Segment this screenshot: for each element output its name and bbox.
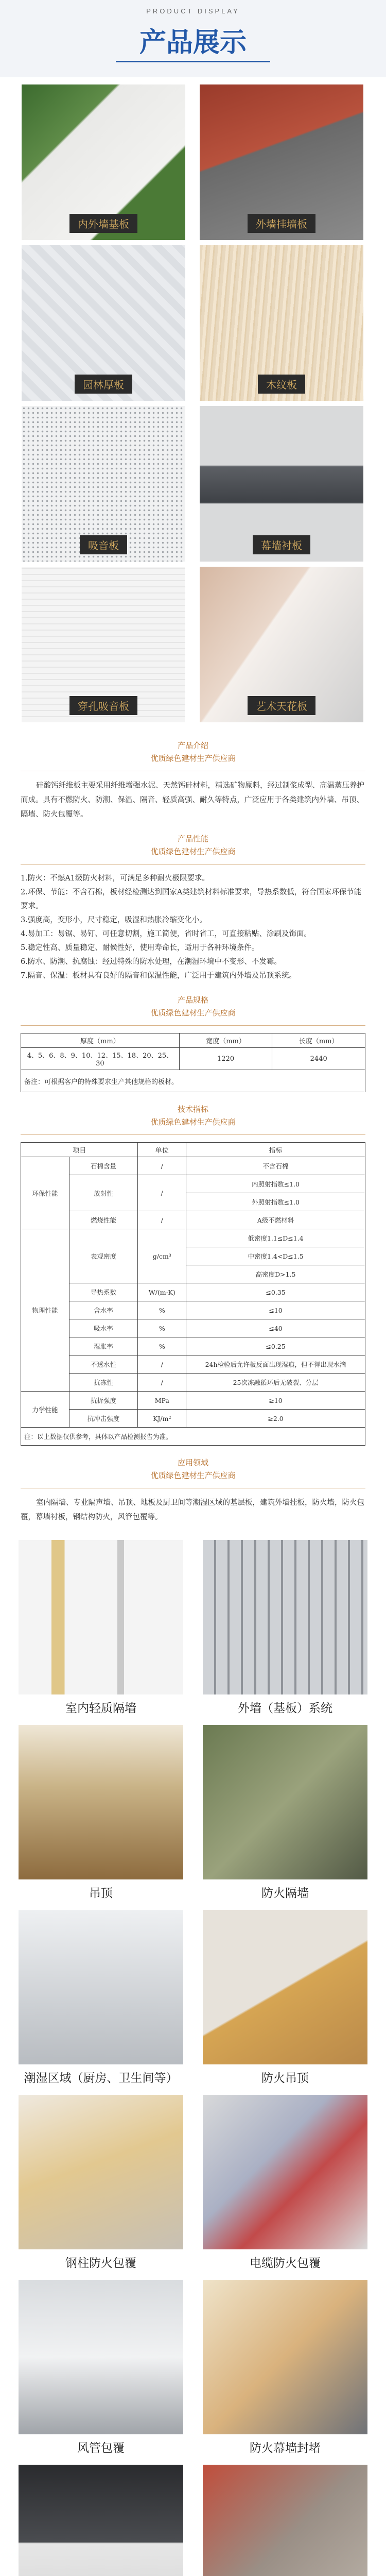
application-gallery — [0, 1540, 386, 2576]
english-title: PRODUCT DISPLAY — [146, 7, 240, 15]
feature-item: 6.防水、防潮、抗腐蚀：经过特殊的防水处理，在潮湿环境中不变形、不发霉。 — [21, 958, 282, 966]
application-caption: 外墙（基板）系统 — [238, 1702, 332, 1715]
table-cell: 放射性 — [69, 1175, 138, 1211]
table-cell: g/cm³ — [138, 1229, 186, 1283]
product-label: 穿孔吸音板 — [69, 696, 137, 715]
application-image — [203, 1725, 367, 1879]
table-note: 备注：可根据客户的特殊要求生产其他规格的板材。 — [21, 1070, 365, 1092]
table-cell: 抗冻性 — [69, 1374, 138, 1392]
section-subtitle: 优质绿色建材生产供应商 — [150, 847, 236, 856]
application-item — [19, 2095, 183, 2270]
table-cell: 1220 — [179, 1048, 272, 1070]
application-item — [19, 2280, 183, 2455]
table-cell: ≤10 — [186, 1301, 365, 1319]
table-row — [21, 1374, 365, 1392]
application-item — [19, 1540, 183, 1716]
application-image — [19, 1725, 183, 1879]
table-cell: 表观密度 — [69, 1229, 138, 1283]
spec-table — [21, 1033, 365, 1092]
product-label: 外墙挂墙板 — [248, 214, 315, 233]
product-tile[interactable] — [200, 84, 363, 240]
table-cell: 24h检验后允许板反面出现湿痕，但不得出现水滴 — [186, 1355, 365, 1374]
section-title: 技术指标 — [177, 1105, 208, 1114]
gallery-row — [19, 2465, 367, 2576]
table-cell: / — [138, 1374, 186, 1392]
table-row — [21, 1157, 365, 1175]
gallery-row — [19, 2095, 367, 2270]
table-cell: 高密度D>1.5 — [186, 1265, 365, 1283]
table-row — [21, 1428, 365, 1446]
table-cell: 低密度1.1≤D≤1.4 — [186, 1229, 365, 1247]
table-cell: ≥10 — [186, 1392, 365, 1410]
table-row — [21, 1337, 365, 1355]
application-image — [19, 1910, 183, 2064]
table-row — [21, 1175, 365, 1193]
table-cell: 抗冲击强度 — [69, 1410, 138, 1428]
group-cell: 力学性能 — [21, 1392, 69, 1428]
product-label: 艺术天花板 — [248, 696, 315, 715]
table-row — [21, 1283, 365, 1301]
table-cell: / — [138, 1211, 186, 1229]
specs-section — [0, 994, 386, 1092]
application-item — [19, 1725, 183, 1901]
table-cell: 4、5、6、8、9、10、12、15、18、20、25、30 — [21, 1048, 180, 1070]
table-cell: % — [138, 1319, 186, 1337]
application-image — [203, 2095, 367, 2249]
application-image — [19, 1540, 183, 1694]
product-tile[interactable] — [22, 245, 185, 401]
table-cell: 湿胀率 — [69, 1337, 138, 1355]
column-header: 单位 — [138, 1143, 186, 1157]
product-tile[interactable] — [22, 567, 185, 722]
product-label: 幕墙衬板 — [253, 535, 310, 554]
table-cell: / — [138, 1157, 186, 1175]
application-caption: 风管包覆 — [77, 2442, 125, 2455]
table-cell: 吸水率 — [69, 1319, 138, 1337]
product-tile[interactable] — [200, 245, 363, 401]
application-caption: 防火幕墙封堵 — [250, 2442, 321, 2455]
application-item — [203, 1725, 367, 1901]
section-subtitle: 优质绿色建材生产供应商 — [150, 1117, 236, 1127]
table-row — [21, 1319, 365, 1337]
table-cell: 石棉含量 — [69, 1157, 138, 1175]
product-tile[interactable] — [200, 406, 363, 562]
product-grid — [0, 77, 386, 733]
table-cell: 中密度1.4<D≤1.5 — [186, 1247, 365, 1265]
table-cell: W/(m·K) — [138, 1283, 186, 1301]
application-image — [203, 2280, 367, 2434]
application-caption: 室内轻质隔墙 — [65, 1702, 136, 1715]
table-cell: KJ/m² — [138, 1410, 186, 1428]
table-row — [21, 1229, 365, 1247]
table-cell: / — [138, 1175, 186, 1211]
table-cell: 燃烧性能 — [69, 1211, 138, 1229]
table-header-row — [21, 1033, 365, 1048]
application-image — [203, 1540, 367, 1694]
applications-text: 室内隔墙、专业隔声墙、吊顶、地板及厨卫间等潮湿区域的基层板，建筑外墙挂板，防火墙，防火包覆，幕墙衬板，钢结构防火，风管包覆等。 — [21, 1499, 364, 1521]
application-image — [19, 2465, 183, 2576]
section-title: 产品性能 — [177, 834, 208, 843]
table-cell: 不含石棉 — [186, 1157, 365, 1175]
page-title: 产品展示 — [139, 27, 247, 58]
column-header: 项目 — [21, 1143, 138, 1157]
title-underline — [116, 61, 270, 62]
divider — [21, 1134, 365, 1135]
table-cell: 2440 — [272, 1048, 365, 1070]
section-subtitle: 优质绿色建材生产供应商 — [150, 1008, 236, 1018]
application-image — [203, 1910, 367, 2064]
table-cell: ≤0.25 — [186, 1337, 365, 1355]
feature-item: 7.隔音、保温：板材具有良好的隔音和保温性能，广泛用于建筑内外墙及吊顶系统。 — [21, 972, 296, 980]
section-title: 产品介绍 — [177, 741, 208, 750]
product-label: 吸音板 — [80, 535, 127, 554]
section-title: 产品规格 — [177, 995, 208, 1005]
table-row — [21, 1392, 365, 1410]
product-tile[interactable] — [22, 406, 185, 562]
feature-item: 3.强度高，变形小，尺寸稳定，吸湿和热胀冷缩变化小。 — [21, 916, 207, 924]
feature-item: 2.环保、节能：不含石棉，板材经检测达到国家A类建筑材料标准要求，导热系数低，符合国家环保节能要求。 — [21, 888, 362, 910]
table-cell: 含水率 — [69, 1301, 138, 1319]
intro-text: 硅酸钙纤维板主要采用纤维增强水泥、天然钙硅材料，精选矿物原料，经过制浆成型、高温蒸压养护而成。具有不燃防火、防潮、保温、隔音、轻质高强、耐久等特点，广泛应用于各类建筑内外墙、吊顶、隔墙、防火包覆等。 — [21, 782, 364, 819]
table-cell: / — [138, 1355, 186, 1374]
table-cell: 抗折强度 — [69, 1392, 138, 1410]
divider — [21, 864, 365, 865]
feature-item: 1.防火：不燃A1级防火材料，可满足多种耐火极限要求。 — [21, 874, 210, 883]
table-cell: 25次冻融循环后无破裂、分层 — [186, 1374, 365, 1392]
table-row — [21, 1211, 365, 1229]
table-row — [21, 1355, 365, 1374]
table-row — [21, 1410, 365, 1428]
feature-item: 4.易加工：易锯、易钉、可任意切割，施工简便，省时省工，可直接粘贴、涂刷及饰面。 — [21, 930, 311, 938]
application-caption: 吊顶 — [89, 1887, 113, 1900]
gallery-row — [19, 1910, 367, 2086]
product-tile[interactable] — [200, 567, 363, 722]
table-cell: 不透水性 — [69, 1355, 138, 1374]
application-item — [203, 2465, 367, 2576]
table-cell: A级不燃材料 — [186, 1211, 365, 1229]
application-item — [203, 1910, 367, 2086]
application-item — [203, 1540, 367, 1716]
application-image — [203, 2465, 367, 2576]
table-cell: MPa — [138, 1392, 186, 1410]
application-item — [203, 2095, 367, 2270]
table-cell: 外照射指数≤1.0 — [186, 1193, 365, 1211]
section-subtitle: 优质绿色建材生产供应商 — [150, 1471, 236, 1480]
column-header: 指标 — [186, 1143, 365, 1157]
table-cell: ≤0.35 — [186, 1283, 365, 1301]
table-header-row — [21, 1143, 365, 1157]
table-cell: 导热系数 — [69, 1283, 138, 1301]
table-note: 注：以上数据仅供参考，具体以产品检测报告为准。 — [21, 1428, 365, 1446]
product-label: 木纹板 — [258, 375, 305, 394]
product-label: 内外墙基板 — [69, 214, 137, 233]
page-header — [0, 0, 386, 77]
tech-table — [21, 1142, 365, 1446]
application-item — [19, 2465, 183, 2576]
table-row — [21, 1048, 365, 1070]
application-caption: 防火吊顶 — [261, 2072, 309, 2085]
intro-section — [0, 740, 386, 822]
section-subtitle: 优质绿色建材生产供应商 — [150, 754, 236, 763]
table-row — [21, 1070, 365, 1092]
product-tile[interactable] — [22, 84, 185, 240]
table-cell: ≥2.0 — [186, 1410, 365, 1428]
applications-section — [0, 1457, 386, 1524]
application-caption: 电缆防火包覆 — [250, 2257, 321, 2270]
table-cell: 内照射指数≤1.0 — [186, 1175, 365, 1193]
table-cell: % — [138, 1301, 186, 1319]
features-section — [0, 833, 386, 983]
divider — [21, 1025, 365, 1026]
application-caption: 钢柱防火包覆 — [65, 2257, 136, 2270]
application-item — [19, 1910, 183, 2086]
product-label: 园林厚板 — [75, 375, 132, 394]
tech-section — [0, 1104, 386, 1446]
group-cell: 物理性能 — [21, 1229, 69, 1392]
gallery-row — [19, 1540, 367, 1716]
application-caption: 潮湿区域（厨房、卫生间等） — [24, 2072, 178, 2085]
application-item — [203, 2280, 367, 2455]
gallery-row — [19, 1725, 367, 1901]
application-image — [19, 2095, 183, 2249]
column-header: 宽度（mm） — [179, 1033, 272, 1048]
section-title: 应用领域 — [177, 1458, 208, 1467]
gallery-row — [19, 2280, 367, 2455]
table-row — [21, 1301, 365, 1319]
table-cell: ≤40 — [186, 1319, 365, 1337]
table-cell: % — [138, 1337, 186, 1355]
column-header: 厚度（mm） — [21, 1033, 180, 1048]
column-header: 长度（mm） — [272, 1033, 365, 1048]
application-caption: 防火隔墙 — [261, 1887, 309, 1900]
feature-item: 5.稳定性高、质量稳定、耐候性好，使用寿命长，适用于各种环境条件。 — [21, 944, 259, 952]
application-image — [19, 2280, 183, 2434]
group-cell: 环保性能 — [21, 1157, 69, 1229]
